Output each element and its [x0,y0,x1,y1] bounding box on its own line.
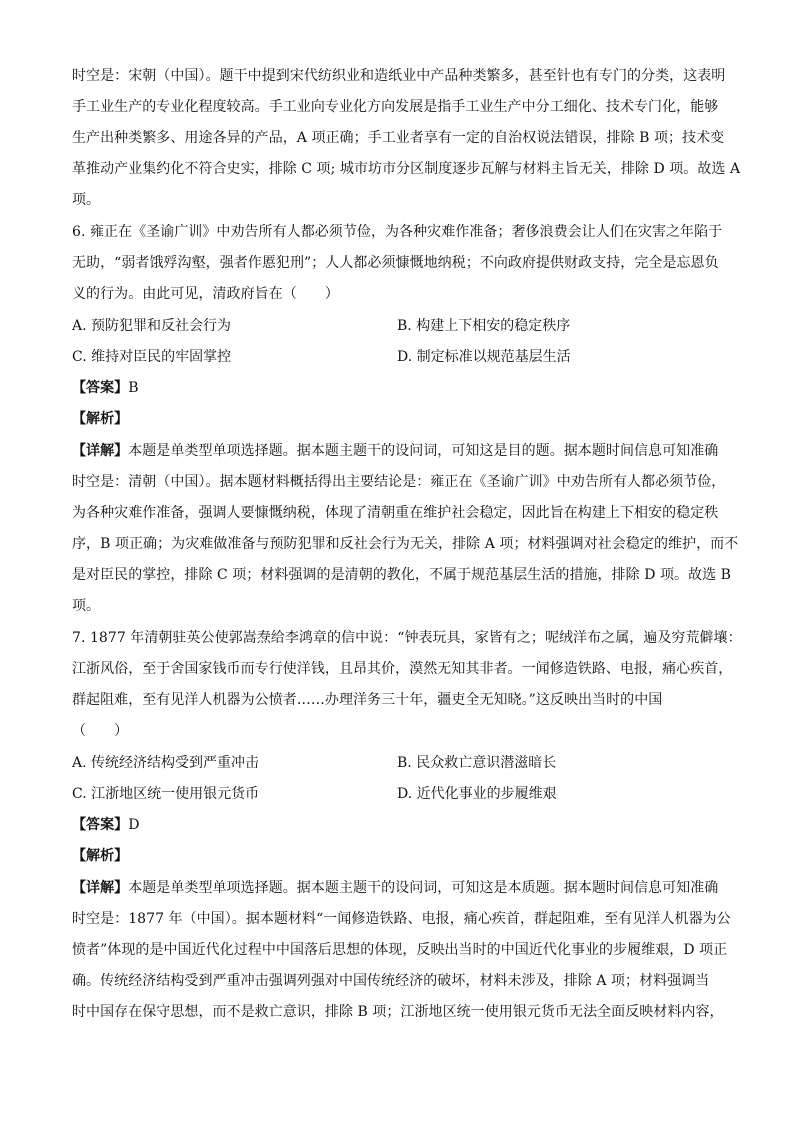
prev-analysis-line-4: 革推动产业集约化不符合史实，排除 C 项; 城市坊市分区制度逐步瓦解与材料主旨无关，排除 D 项。故选 A [72,161,741,177]
q7-detail-line-2: 时空是：1877 年（中国）。据本题材料“一闻修造铁路、电报，痛心疾首，群起阻难，至有见洋人机器为公 [72,911,731,927]
q7-option-b: B. 民众救亡意识潜滋暗长 [397,755,557,771]
q7-analysis-label: 【解析】 [72,848,129,864]
q6-stem-line-1: 6. 雍正在《圣谕广训》中劝告所有人都必须节俭，为各种灾难作准备；奢侈浪费会让人们在灾害之年陷于 [72,224,723,240]
q7-detail-text-1: 本题是单类型单项选择题。据本题主题干的设问词，可知这是本质题。据本题时间信息可知准确 [128,880,719,896]
q6-answer-label: 【答案】 [72,380,129,396]
q7-option-a: A. 传统经济结构受到严重冲击 [72,755,260,771]
q7-answer [72,815,732,835]
q6-analysis-label: 【解析】 [72,411,129,427]
q6-detail-line-2: 时空是：清朝（中国）。据本题材料概括得出主要结论是：雍正在《圣谕广训》中劝告所有人都必须节俭， [72,474,726,490]
q6-option-c: C. 维持对臣民的牢固掌控 [72,349,232,365]
q7-analysis [72,846,732,866]
q7-option-c: C. 江浙地区统一使用银元货币 [72,786,260,802]
q6-detail-line-3: 为各种灾难作准备，强调人要慷慨纳税，体现了清朝重在维护社会稳定，因此旨在构建上下相安的稳定秩 [72,505,719,521]
q7-option-d: D. 近代化事业的步履维艰 [397,786,557,802]
q7-stem-line-3: 群起阻难，至有见洋人机器为公愤者……办理洋务三十年，疆吏全无知晓。”这反映出当时的中国 [72,692,663,708]
q6-detail-label: 【详解】 [72,443,129,459]
q6-detail-line-4: 序，B 项正确；为灾难做准备与预防犯罪和反社会行为无关，排除 A 项；材料强调对社会稳定的维护，而不 [72,536,739,552]
q7-detail-line-4: 确。传统经济结构受到严重冲击强调列强对中国传统经济的破坏，材料未涉及，排除 A 项；材料强调当 [72,973,710,989]
q6-detail-line-6: 项。 [72,598,101,614]
q6-detail-line-5: 是对臣民的掌控，排除 C 项；材料强调的是清朝的教化，不属于规范基层生活的措施，排除 D 项。故选 B [72,567,732,583]
q7-stem-line-2: 江浙风俗，至于舍国家钱币而专行使洋钱，且昂其价，漠然无知其非者。一闻修造铁路、电报，痛心疾首， [72,661,733,677]
q6-detail-line-1 [72,441,732,461]
prev-analysis-line-5: 项。 [72,192,101,208]
q7-detail-line-3: 愤者”体现的是中国近代化过程中中国落后思想的体现，反映出当时的中国近代化事业的步履维艰，D 项正 [72,942,728,958]
q7-answer-value: D [128,817,140,833]
q6-analysis [72,409,732,429]
q6-detail-text-1: 本题是单类型单项选择题。据本题主题干的设问词，可知这是目的题。据本题时间信息可知准确 [128,443,719,459]
q6-option-a: A. 预防犯罪和反社会行为 [72,318,232,334]
prev-analysis-line-3: 生产出种类繁多、用途各异的产品，A 项正确；手工业者享有一定的自治权说法错误，排除 B 项；技术变 [72,130,725,146]
q7-detail-line-1 [72,878,732,898]
q7-detail-line-5: 时中国存在保守思想，而不是救亡意识，排除 B 项；江浙地区统一使用银元货币无法全面反映材料内容， [72,1004,724,1020]
q6-stem-line-3: 义的行为。由此可见，清政府旨在（ ） [72,286,339,302]
prev-analysis-line-2: 手工业生产的专业化程度较高。手工业向专业化方向发展是指手工业生产中分工细化、技术专门化，能够 [72,99,719,115]
q7-answer-label: 【答案】 [72,817,129,833]
q6-option-b: B. 构建上下相安的稳定秩序 [397,318,571,334]
q7-detail-label: 【详解】 [72,880,129,896]
q7-stem-line-1: 7. 1877 年清朝驻英公使郭嵩焘给李鸿章的信中说：“钟表玩具，家皆有之；呢绒洋布之属，遍及穷荒僻壤： [72,630,742,646]
q6-answer-value: B [128,380,139,396]
q6-answer [72,378,732,398]
q6-stem-line-2: 无助，“弱者饿殍沟壑，强者作慝犯刑”；人人都必须慷慨地纳税；不向政府提供财政支持，完全是忘恩负 [72,255,719,271]
q7-stem-line-4: （ ） [72,723,129,739]
q6-option-d: D. 制定标准以规范基层生活 [397,349,571,365]
prev-analysis-line-1: 时空是：宋朝（中国）。题干中提到宋代纺织业和造纸业中产品种类繁多，甚至针也有专门的分类，这表明 [72,68,726,84]
